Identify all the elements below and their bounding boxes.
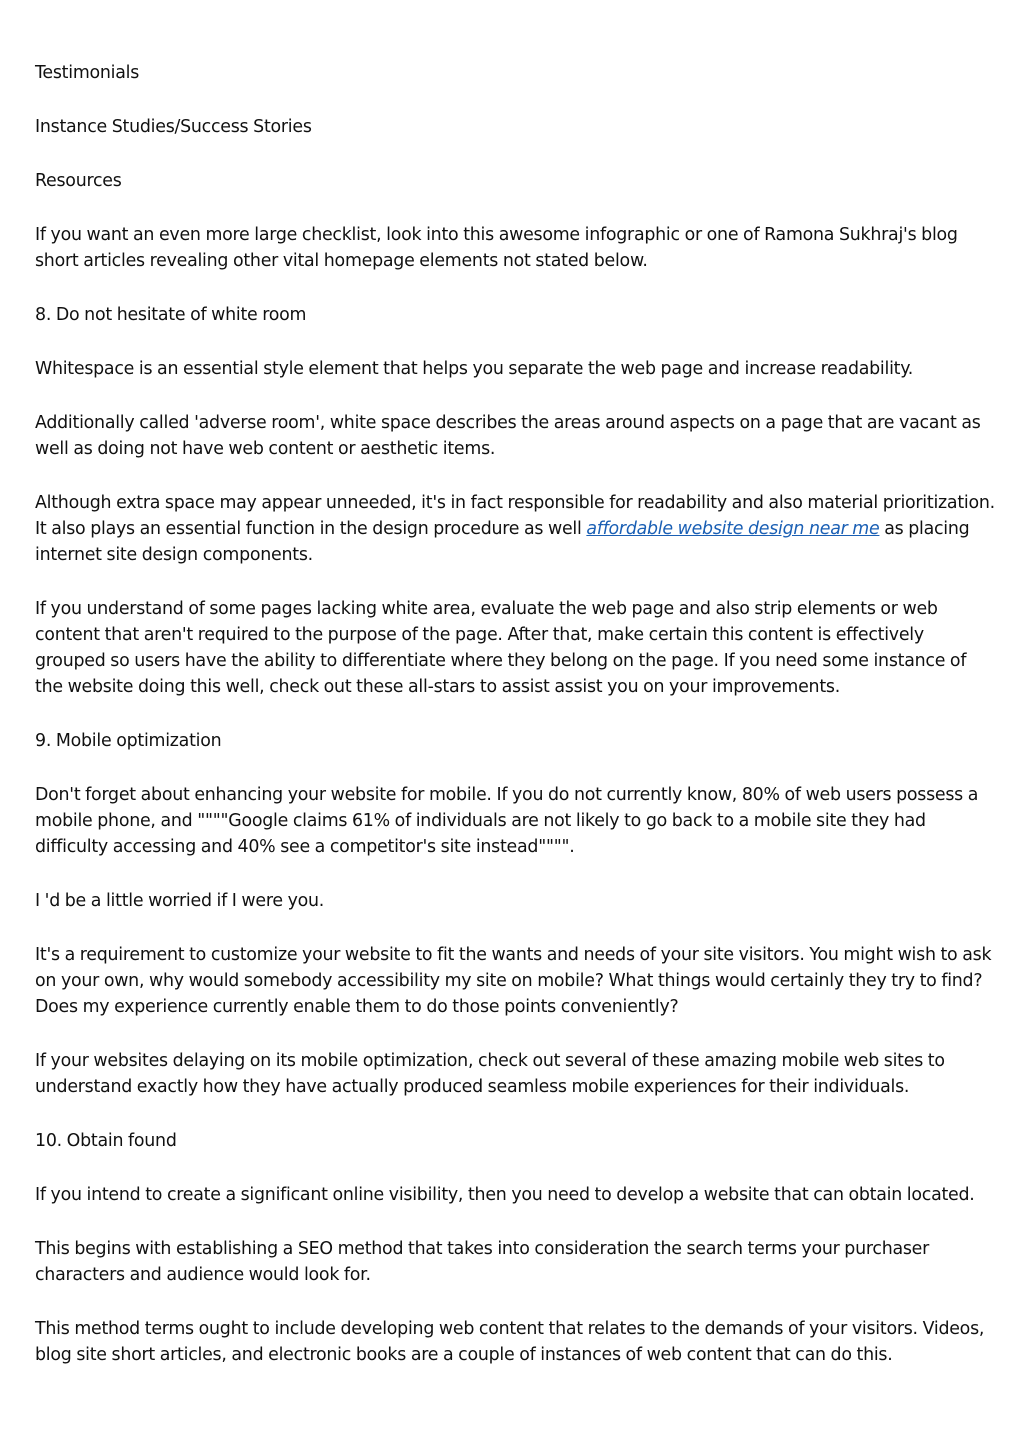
list-item-case-studies: Instance Studies/Success Stories [35, 117, 312, 137]
paragraph-web-content: This method terms ought to include developing web content that relates to the demands of your visitors. Videos, blog site short articles, and electronic books are a couple of instances of web content that can do this. [35, 1319, 985, 1365]
paragraph-worried: I 'd be a little worried if I were you. [35, 891, 325, 911]
paragraph-seo-method: This begins with establishing a SEO method that takes into consideration the search terms your purchaser characters and audience would look for. [35, 1239, 930, 1285]
list-item-testimonials: Testimonials [35, 63, 140, 83]
paragraph-whitespace-intro: Whitespace is an essential style element that helps you separate the web page and increase readability. [35, 359, 914, 379]
paragraph-negative-space: Additionally called 'adverse room', white space describes the areas around aspects on a page that are vacant as well as doing not have web content or aesthetic items. [35, 413, 981, 459]
paragraph-mobile-stats: Don't forget about enhancing your website for mobile. If you do not currently know, 80% of web users possess a mobile phone, and """"Google claims 61% of individuals are not likely to go back to a mobile site they had difficulty accessing and 40% see a competitor's site instead"""". [35, 785, 979, 857]
paragraph-customize: It's a requirement to customize your website to fit the wants and needs of your site visitors. You might wish to ask on your own, why would somebody accessibility my site on mobile? What things would certainly they try to find? Does my experience currently enable them to do those points conveniently? [35, 945, 992, 1017]
paragraph-readability-text-after: as placing internet site design components. [35, 519, 970, 565]
section-heading-mobile-optimization: 9. Mobile optimization [35, 731, 222, 751]
list-item-resources: Resources [35, 171, 122, 191]
paragraph-readability-text-before: Although extra space may appear unneeded, it's in fact responsible for readability and also material prioritization. It also plays an essential function in the design procedure as well [35, 493, 995, 539]
paragraph-online-visibility: If you intend to create a significant online visibility, then you need to develop a website that can obtain located. [35, 1185, 975, 1205]
paragraph-checklist: If you want an even more large checklist, look into this awesome infographic or one of Ramona Sukhraj's blog short articles revealing other vital homepage elements not stated below. [35, 225, 958, 271]
document-body [35, 60, 997, 1396]
paragraph-readability [35, 490, 997, 568]
affordable-website-design-link[interactable]: affordable website design near me [586, 519, 880, 539]
paragraph-mobile-examples: If your websites delaying on its mobile optimization, check out several of these amazing mobile web sites to understand exactly how they have actually produced seamless mobile experiences for their individuals. [35, 1051, 945, 1097]
paragraph-evaluate-pages: If you understand of some pages lacking white area, evaluate the web page and also strip elements or web content that aren't required to the purpose of the page. After that, make certain this content is effectively grouped so users have the ability to differentiate where they belong on the page. If you need some instance of the website doing this well, check out these all-stars to assist assist you on your improvements. [35, 599, 967, 697]
section-heading-white-space: 8. Do not hesitate of white room [35, 305, 307, 325]
section-heading-get-found: 10. Obtain found [35, 1131, 177, 1151]
